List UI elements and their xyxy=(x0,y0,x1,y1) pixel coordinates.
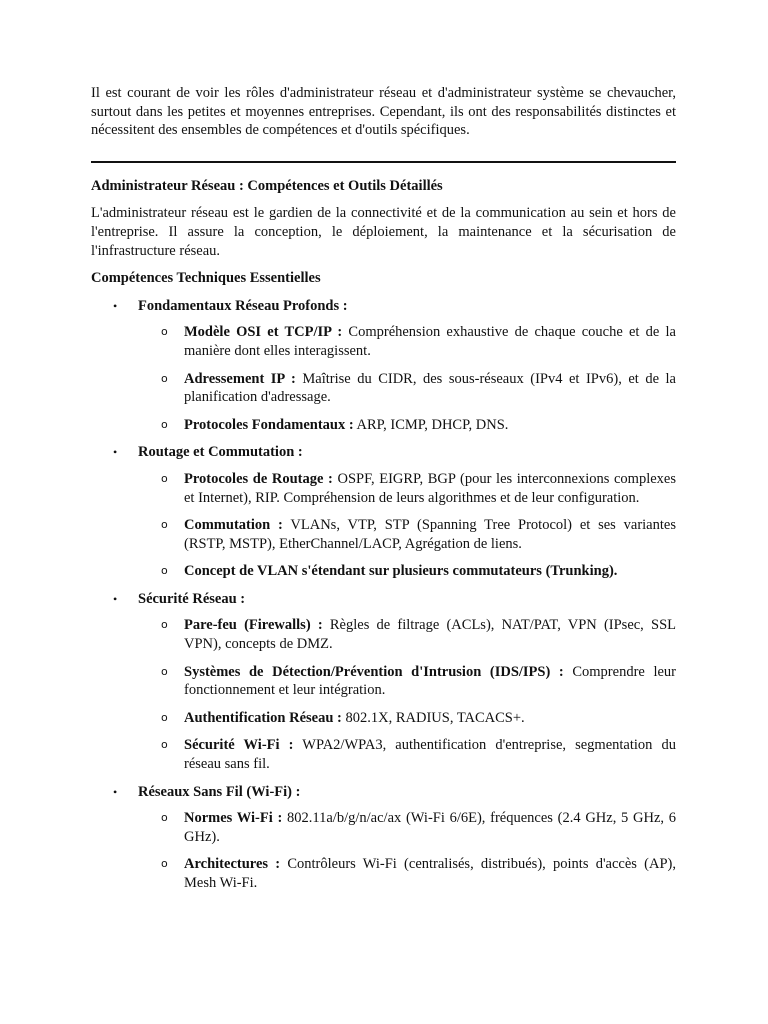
circle-bullet-icon: o xyxy=(161,811,168,825)
horizontal-rule xyxy=(91,161,676,163)
circle-bullet-icon: o xyxy=(161,471,168,485)
skill-item xyxy=(138,855,676,892)
skill-item-text: 802.1X, RADIUS, TACACS+. xyxy=(341,709,525,726)
skill-item xyxy=(138,562,676,581)
skill-group-title: Réseaux Sans Fil (Wi-Fi) : xyxy=(138,783,301,800)
skill-item-text: VLANs, VTP, STP (Spanning Tree Protocol) et ses variantes (RSTP, MSTP), EtherChannel/LACP, Agrégation de liens. xyxy=(184,517,676,552)
skills-list xyxy=(91,297,676,893)
skill-item xyxy=(138,709,676,728)
skill-item-text: Comprendre leur fonctionnement et leur intégration. xyxy=(184,663,676,699)
skill-group xyxy=(91,590,676,774)
skill-group-title: Routage et Commutation : xyxy=(138,444,303,461)
skill-item-label: Architectures : xyxy=(184,856,281,873)
skill-item xyxy=(138,370,676,407)
skill-item-text: OSPF, EIGRP, BGP (pour les interconnexions complexes et Internet), RIP. Compréhension de leurs algorithmes et de leur configuration. xyxy=(184,470,677,506)
skill-item-label: Commutation : xyxy=(184,517,283,534)
circle-bullet-icon: o xyxy=(161,738,168,752)
circle-bullet-icon: o xyxy=(161,371,168,385)
skill-item xyxy=(138,516,676,553)
skill-group xyxy=(91,783,676,893)
section-title: Administrateur Réseau : Compétences et Outils Détaillés xyxy=(91,177,443,194)
circle-bullet-icon: o xyxy=(161,518,168,532)
skill-group xyxy=(91,443,676,581)
skill-item-label: Normes Wi-Fi : xyxy=(184,810,283,827)
skill-group-title: Fondamentaux Réseau Profonds : xyxy=(138,297,348,314)
skill-item xyxy=(138,809,676,846)
circle-bullet-icon: o xyxy=(161,710,168,724)
skill-item xyxy=(138,323,676,360)
circle-bullet-icon: o xyxy=(161,325,168,339)
skill-item-label: Systèmes de Détection/Prévention d'Intrusion (IDS/IPS) : xyxy=(184,663,564,680)
skill-item-label: Concept de VLAN s'étendant sur plusieurs commutateurs (Trunking). xyxy=(184,563,618,580)
section-subtitle: Compétences Techniques Essentielles xyxy=(91,270,321,287)
skill-item-label: Adressement IP : xyxy=(184,370,296,387)
skill-item xyxy=(138,470,676,507)
skill-sublist xyxy=(138,616,676,773)
skill-item-text: Compréhension exhaustive de chaque couche et de la manière dont elles interagissent. xyxy=(184,324,676,359)
skill-item-text: Contrôleurs Wi-Fi (centralisés, distribués), points d'accès (AP), Mesh Wi-Fi. xyxy=(184,856,676,891)
bullet-icon: • xyxy=(113,298,118,313)
skill-item-label: Pare-feu (Firewalls) : xyxy=(184,617,323,634)
bullet-icon: • xyxy=(113,784,118,799)
skill-item-text: WPA2/WPA3, authentification d'entreprise, segmentation du réseau sans fil. xyxy=(184,737,676,773)
circle-bullet-icon: o xyxy=(161,564,168,578)
circle-bullet-icon: o xyxy=(161,857,168,871)
skill-item-text: 802.11a/b/g/n/ac/ax (Wi-Fi 6/6E), fréquences (2.4 GHz, 5 GHz, 6 GHz). xyxy=(184,810,676,845)
skill-sublist xyxy=(138,809,676,892)
skill-item-text: ARP, ICMP, DHCP, DNS. xyxy=(353,416,509,433)
skill-item-label: Protocoles de Routage : xyxy=(184,470,333,487)
circle-bullet-icon: o xyxy=(161,417,168,431)
skill-item-text: Maîtrise du CIDR, des sous-réseaux (IPv4 et IPv6), et de la planification d'adressage. xyxy=(184,370,676,406)
skill-item xyxy=(138,663,676,700)
skill-group-title: Sécurité Réseau : xyxy=(138,590,246,607)
skill-sublist xyxy=(138,323,676,434)
intro-paragraph: Il est courant de voir les rôles d'administrateur réseau et d'administrateur système se chevaucher, surtout dans les petites et moyennes entreprises. Cependant, ils ont des responsabilités distinctes et nécessitent des ensembles de compétences et d'outils spécifiques. xyxy=(91,85,676,139)
skill-group xyxy=(91,297,676,435)
circle-bullet-icon: o xyxy=(161,664,168,678)
circle-bullet-icon: o xyxy=(161,618,168,632)
skill-item xyxy=(138,616,676,653)
document-content xyxy=(91,84,676,902)
skill-sublist xyxy=(138,470,676,581)
bullet-icon: • xyxy=(113,445,118,460)
skill-item-label: Authentification Réseau : xyxy=(184,709,342,726)
skill-item xyxy=(138,416,676,435)
skill-item-label: Sécurité Wi-Fi : xyxy=(184,737,294,754)
section-description: L'administrateur réseau est le gardien de la connectivité et de la communication au sein et hors de l'entreprise. Il assure la conception, le déploiement, la maintenance et la sécurisation de l'infrastructure réseau. xyxy=(91,205,676,259)
skill-item-label: Protocoles Fondamentaux : xyxy=(184,416,354,433)
skill-item xyxy=(138,736,676,773)
skill-item-text: Règles de filtrage (ACLs), NAT/PAT, VPN (IPsec, SSL VPN), concepts de DMZ. xyxy=(184,617,676,653)
bullet-icon: • xyxy=(113,591,118,606)
skill-item-label: Modèle OSI et TCP/IP : xyxy=(184,324,343,341)
